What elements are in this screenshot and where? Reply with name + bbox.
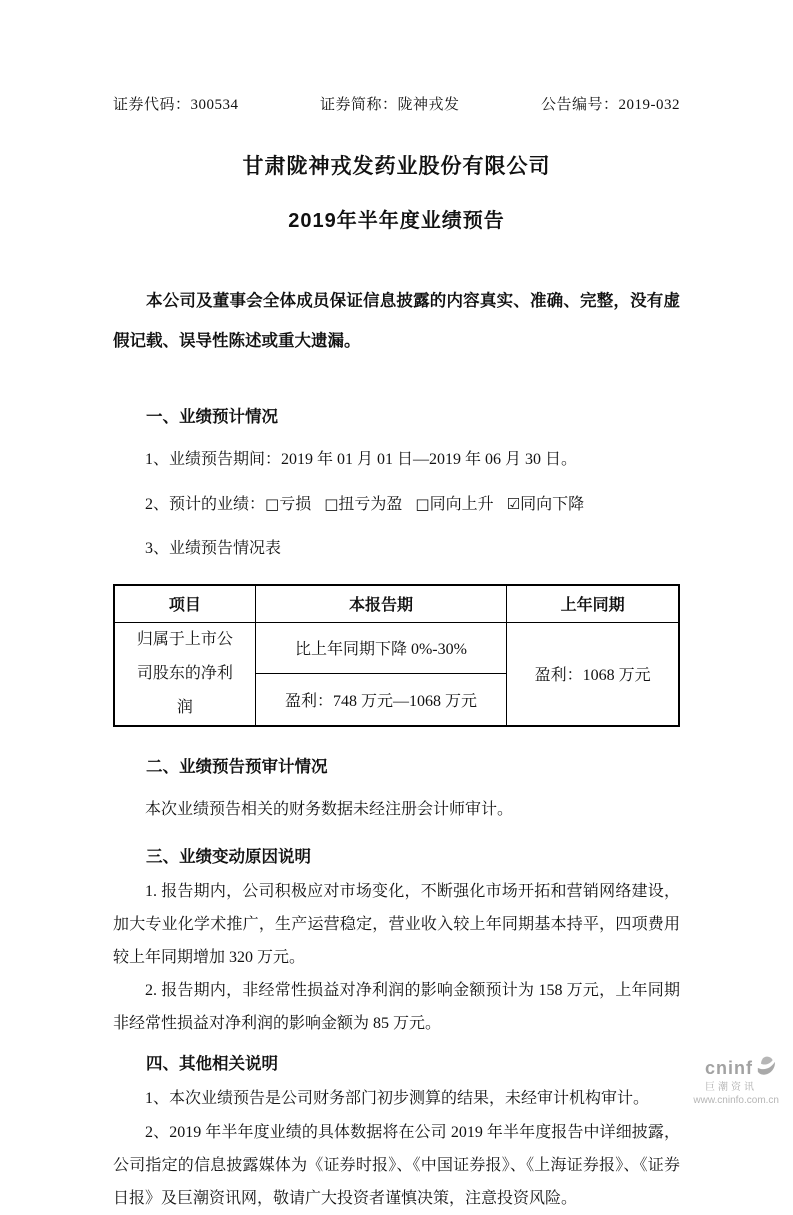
cninfo-logo bbox=[661, 1055, 779, 1106]
profit-range-cell: 盈利：748 万元—1068 万元 bbox=[255, 674, 506, 726]
table-header-prior-period: 上年同期 bbox=[507, 585, 679, 622]
cninfo-url: www.cninfo.com.cn bbox=[693, 1094, 779, 1106]
other-note-2: 2、2019 年半年度业绩的具体数据将在公司 2019 年半年度报告中详细披露，公司指定的信息披露媒体为《证券时报》、《中国证券报》、《上海证券报》、《证券日报》及巨潮资讯网，敬请广大投资者谨慎决策，注意投资风险。 bbox=[113, 1123, 680, 1207]
forecast-type-line bbox=[113, 493, 680, 516]
unchecked-checkbox-icon: □ bbox=[265, 495, 280, 513]
report-title: 2019年半年度业绩预告 bbox=[288, 210, 505, 232]
checkbox-option-turnaround bbox=[324, 496, 402, 513]
table-header-current-period: 本报告期 bbox=[255, 585, 506, 622]
unchecked-checkbox-icon: □ bbox=[324, 495, 339, 513]
change-reason-paragraph-2: 2. 报告期内，非经常性损益对净利润的影响金额预计为 158 万元，上年同期非经常性损益对净利润的影响金额为 85 万元。 bbox=[113, 981, 680, 1032]
checked-checkbox-icon: ☑ bbox=[506, 495, 521, 513]
checkbox-option-label: 同向下降 bbox=[520, 496, 585, 513]
table-header-row bbox=[114, 585, 679, 622]
checkbox-option-label: 亏损 bbox=[279, 496, 312, 513]
cninfo-brand: cninf bbox=[705, 1057, 753, 1078]
table-row bbox=[114, 622, 679, 674]
change-reason-paragraph-1: 1. 报告期内，公司积极应对市场变化，不断强化市场开拓和营销网络建设，加大专业化学术推广，生产运营稳定，营业收入较上年同期基本持平，四项费用较上年同期增加 320 万元。 bbox=[113, 882, 680, 966]
performance-table bbox=[113, 584, 680, 727]
forecast-type-prefix: 2、预计的业绩： bbox=[145, 496, 266, 513]
section-2-body: 本次业绩预告相关的财务数据未经注册会计师审计。 bbox=[145, 800, 514, 818]
checkbox-option-label: 同向上升 bbox=[429, 496, 494, 513]
yoy-change-cell: 比上年同期下降 0%-30% bbox=[255, 622, 506, 674]
section-1-heading: 一、业绩预计情况 bbox=[146, 408, 278, 426]
prior-profit-cell: 盈利：1068 万元 bbox=[507, 622, 679, 726]
stock-code: 证券代码：300534 bbox=[113, 97, 239, 113]
company-title: 甘肃陇神戎发药业股份有限公司 bbox=[242, 155, 551, 178]
checkbox-option-loss bbox=[265, 496, 311, 513]
unchecked-checkbox-icon: □ bbox=[415, 495, 430, 513]
forecast-table-caption: 3、业绩预告情况表 bbox=[145, 540, 282, 557]
announcement-number: 公告编号：2019-032 bbox=[541, 97, 680, 113]
doc-header bbox=[113, 93, 680, 114]
forecast-period-line: 1、业绩预告期间：2019 年 01 月 01 日—2019 年 06 月 30 日。 bbox=[145, 451, 578, 468]
checkbox-option-same-direction-down bbox=[507, 496, 584, 513]
stock-abbr: 证券简称：陇神戎发 bbox=[320, 97, 460, 113]
checkbox-option-label: 扭亏为盈 bbox=[338, 496, 403, 513]
table-header-item: 项目 bbox=[114, 585, 255, 622]
disclaimer-text: 本公司及董事会全体成员保证信息披露的内容真实、准确、完整，没有虚假记载、误导性陈述或重大遗漏。 bbox=[113, 292, 680, 350]
section-3-heading: 三、业绩变动原因说明 bbox=[146, 847, 311, 866]
net-profit-label-cell: 归属于上市公司股东的净利润 bbox=[114, 622, 255, 726]
cninfo-brand-row bbox=[661, 1055, 779, 1082]
section-4-heading: 四、其他相关说明 bbox=[146, 1054, 278, 1073]
other-note-1: 1、本次业绩预告是公司财务部门初步测算的结果，未经审计机构审计。 bbox=[145, 1089, 650, 1107]
section-2-heading: 二、业绩预告预审计情况 bbox=[146, 757, 328, 776]
cninfo-swoosh-icon bbox=[755, 1055, 779, 1082]
cninfo-brand-cn: 巨潮资讯 bbox=[705, 1082, 757, 1093]
checkbox-option-same-direction-up bbox=[415, 496, 493, 513]
